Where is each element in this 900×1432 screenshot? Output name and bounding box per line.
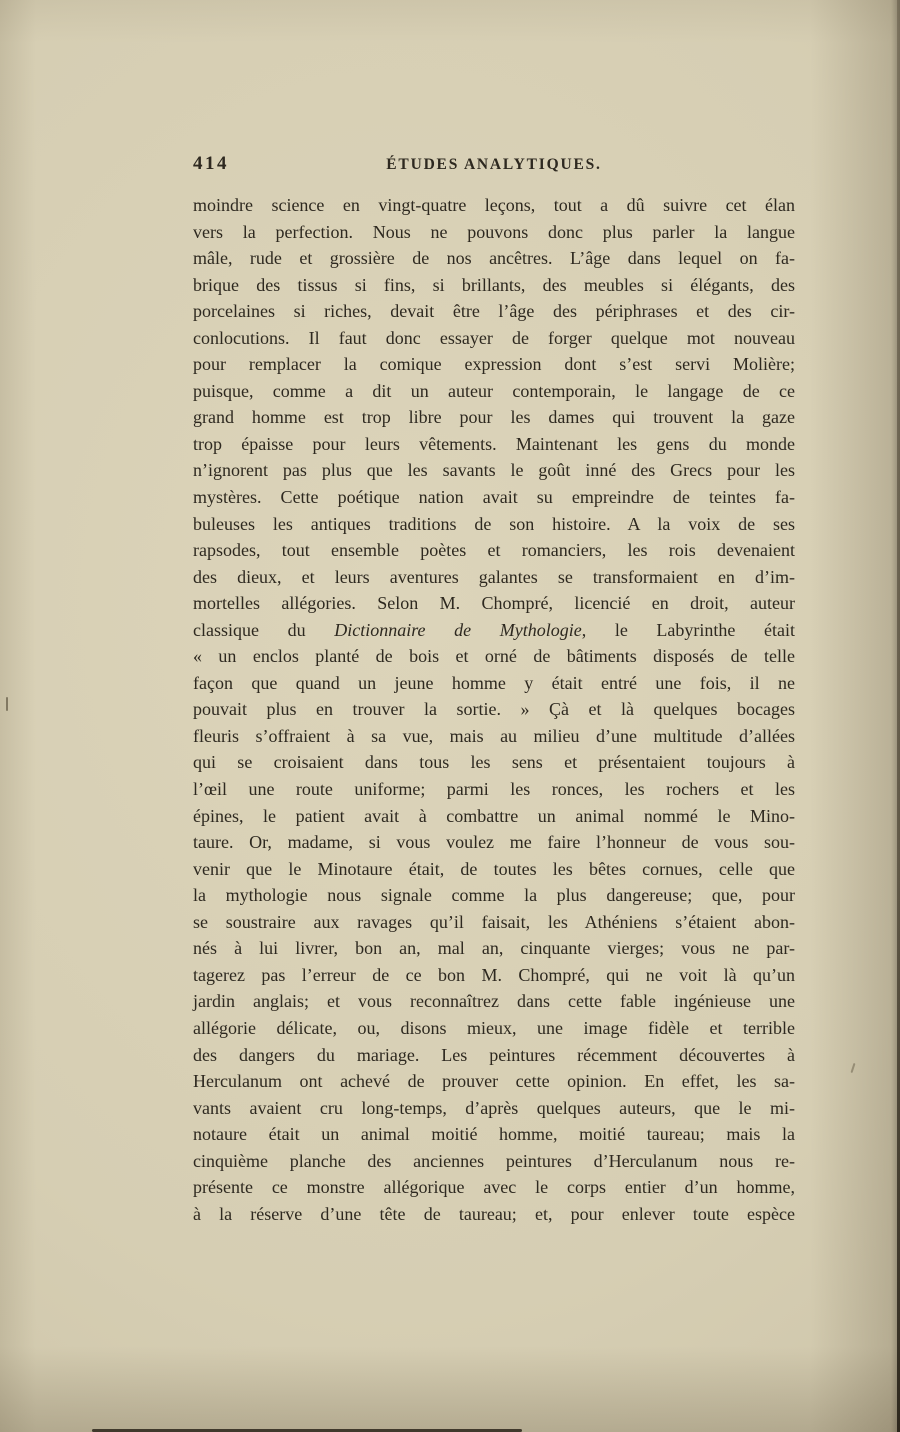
text-segment: classique du bbox=[193, 619, 335, 640]
text-line: conlocutions. Il faut donc essayer de forger quelque mot nouveau bbox=[193, 327, 795, 348]
text-line: épines, le patient avait à combattre un animal nommé le Mino- bbox=[193, 805, 795, 826]
page-content bbox=[193, 152, 795, 1227]
scan-artifact-left-tick bbox=[6, 697, 8, 711]
text-line: puisque, comme a dit un auteur contemporain, le langage de ce bbox=[193, 380, 795, 401]
text-line: jardin anglais; et vous reconnaîtrez dans cette fable ingénieuse une bbox=[193, 991, 795, 1012]
text-line: porcelaines si riches, devait être l’âge des périphrases et des cir- bbox=[193, 301, 795, 322]
text-line: se soustraire aux ravages qu’il faisait, les Athéniens s’étaient abon- bbox=[193, 911, 795, 932]
text-line: mâle, rude et grossière de nos ancêtres. L’âge dans lequel on fa- bbox=[193, 248, 795, 269]
running-title: ÉTUDES ANALYTIQUES. bbox=[386, 156, 602, 173]
text-line: qui se croisaient dans tous les sens et présentaient toujours à bbox=[193, 752, 795, 773]
text-segment: , le Labyrinthe était bbox=[581, 619, 795, 640]
text-line: tagerez pas l’erreur de ce bon M. Chompré, qui ne voit là qu’un bbox=[193, 964, 795, 985]
text-line: des dangers du mariage. Les peintures récemment découvertes à bbox=[193, 1044, 795, 1065]
text-line: à la réserve d’une tête de taureau; et, pour enlever toute espèce bbox=[193, 1203, 795, 1224]
scan-artifact-right-speck bbox=[851, 1063, 856, 1073]
text-line bbox=[193, 617, 795, 644]
text-line: trop épaisse pour leurs vêtements. Maintenant les gens du monde bbox=[193, 433, 795, 454]
text-line: cinquième planche des anciennes peintures d’Herculanum nous re- bbox=[193, 1150, 795, 1171]
text-line: allégorie délicate, ou, disons mieux, une image fidèle et terrible bbox=[193, 1017, 795, 1038]
text-line: n’ignorent pas plus que les savants le goût inné des Grecs pour les bbox=[193, 460, 795, 481]
text-line: nés à lui livrer, bon an, mal an, cinquante vierges; vous ne par- bbox=[193, 938, 795, 959]
text-line: « un enclos planté de bois et orné de bâtiments disposés de telle bbox=[193, 646, 795, 667]
text-line: venir que le Minotaure était, de toutes les bêtes cornues, celle que bbox=[193, 858, 795, 879]
text-line: présente ce monstre allégorique avec le corps entier d’un homme, bbox=[193, 1177, 795, 1198]
body-text bbox=[193, 192, 795, 1227]
text-line: pour remplacer la comique expression dont s’est servi Molière; bbox=[193, 354, 795, 375]
text-line: fleuris s’offraient à sa vue, mais au milieu d’une multitude d’allées bbox=[193, 725, 795, 746]
text-line: moindre science en vingt-quatre leçons, tout a dû suivre cet élan bbox=[193, 195, 795, 215]
page-number: 414 bbox=[193, 153, 229, 174]
text-line: notaure était un animal moitié homme, moitié taureau; mais la bbox=[193, 1124, 795, 1145]
text-line: vers la perfection. Nous ne pouvons donc plus parler la langue bbox=[193, 221, 795, 242]
text-line: buleuses les antiques traditions de son histoire. A la voix de ses bbox=[193, 513, 795, 534]
book-title-italic: Dictionnaire de Mythologie bbox=[334, 619, 582, 640]
text-line: pouvait plus en trouver la sortie. » Çà et là quelques bocages bbox=[193, 699, 795, 720]
text-line: mystères. Cette poétique nation avait su empreindre de teintes fa- bbox=[193, 487, 795, 508]
text-line: vants avaient cru long-temps, d’après quelques auteurs, que le mi- bbox=[193, 1097, 795, 1118]
text-line: des dieux, et leurs aventures galantes se transformaient en d’im- bbox=[193, 566, 795, 587]
text-line: taure. Or, madame, si vous voulez me faire l’honneur de vous sou- bbox=[193, 832, 795, 853]
text-line: Herculanum ont achevé de prouver cette opinion. En effet, les sa- bbox=[193, 1071, 795, 1092]
text-line: rapsodes, tout ensemble poètes et romanciers, les rois devenaient bbox=[193, 540, 795, 561]
page-header bbox=[193, 152, 795, 182]
text-line: mortelles allégories. Selon M. Chompré, licencié en droit, auteur bbox=[193, 593, 795, 614]
text-line: l’œil une route uniforme; parmi les ronces, les rochers et les bbox=[193, 779, 795, 800]
text-line: la mythologie nous signale comme la plus dangereuse; que, pour bbox=[193, 885, 795, 906]
text-line: grand homme est trop libre pour les dames qui trouvent la gaze bbox=[193, 407, 795, 428]
text-line: brique des tissus si fins, si brillants, des meubles si élégants, des bbox=[193, 274, 795, 295]
text-line: façon que quand un jeune homme y était entré une fois, il ne bbox=[193, 672, 795, 693]
